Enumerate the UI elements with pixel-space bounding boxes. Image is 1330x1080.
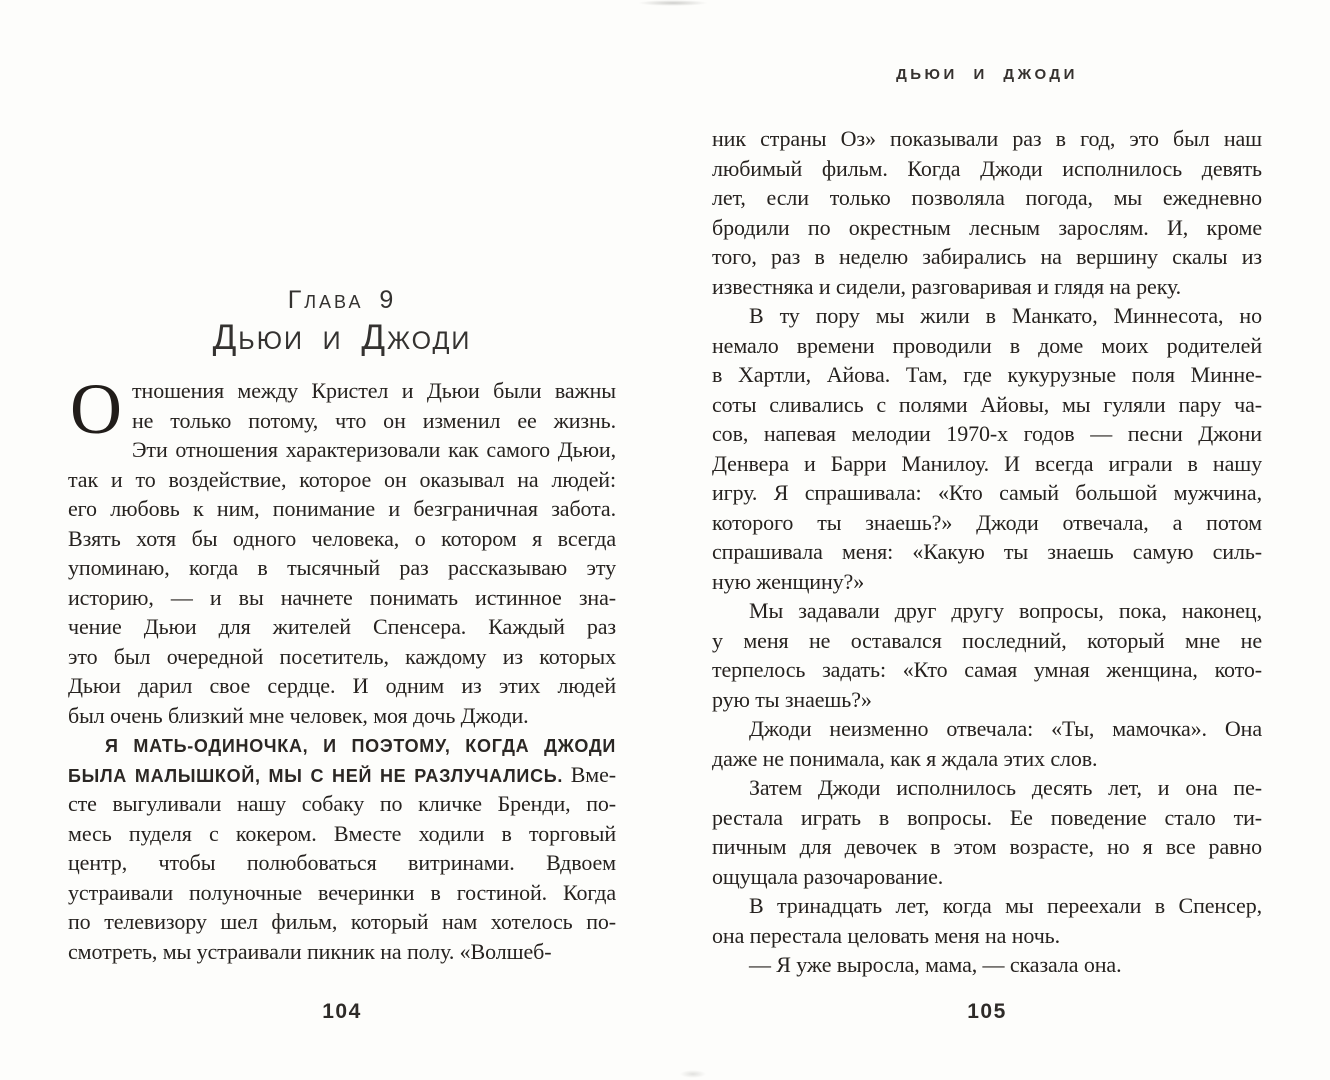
text-line: сов, напевая мелодии 1970-х годов — песни Джони — [712, 421, 1262, 446]
text-line: по телевизору шел фильм, который нам хотелось по- — [68, 909, 616, 934]
running-header: ДЬЮИ И ДЖОДИ — [896, 66, 1078, 83]
text-line: пичным для девочек в этом возрасте, но я все равно — [712, 834, 1262, 859]
text-line: у меня не оставался последний, который мне не — [712, 627, 1262, 653]
paragraph — [68, 730, 616, 966]
paragraph — [712, 891, 1262, 950]
text-line: ник страны Оз» показывали раз в год, это был наш — [712, 126, 1262, 151]
text-line: лет, если только позволяла погода, мы ежедневно — [712, 185, 1262, 210]
text-line: Мы задавали друг другу вопросы, пока, наконец, — [749, 598, 1262, 623]
text-line: известняка и сидели, разговаривая и глядя на реку. — [712, 273, 1182, 299]
left-page-body — [68, 369, 616, 966]
text-line: Джоди неизменно отвечала: «Ты, мамочка». Она — [749, 716, 1262, 741]
page-number-right: 105 — [967, 1000, 1007, 1023]
text-line: соты сливались с полями Айовы, мы гуляли пару ча- — [712, 391, 1262, 417]
scan-artifact-bottom — [680, 1070, 706, 1078]
text-line: даже не понимала, как я ждала этих слов. — [712, 745, 1098, 771]
text-line: смотреть, мы устраивали пикник на полу. «Волшеб- — [68, 938, 552, 964]
text-line: ную женщину?» — [712, 568, 865, 594]
lead-in-caps-text: БЫЛА МАЛЫШКОЙ, МЫ С НЕЙ НЕ РАЗЛУЧАЛИСЬ. — [68, 765, 564, 786]
paragraph — [712, 714, 1262, 773]
paragraph — [712, 124, 1262, 301]
text-line: чение Дьюи для жителей Спенсера. Каждый раз — [68, 614, 616, 639]
text-line: Денвера и Барри Манилоу. И всегда играли в нашу — [712, 450, 1262, 476]
text-line: устраивали полуночные вечеринки в гостиной. Когда — [68, 879, 616, 905]
text-line: Взять хотя бы одного человека, о котором я всегда — [68, 525, 616, 551]
text-line: рестала играть в вопросы. Ее поведение стало ти- — [712, 804, 1262, 830]
paragraph — [712, 773, 1262, 891]
text-line: историю, — и вы начнете понимать истинное зна- — [68, 584, 616, 610]
text-line: Дьюи дарил свое сердце. И одним из этих людей — [68, 673, 616, 698]
text-line: рую ты знаешь?» — [712, 686, 872, 712]
text-line: В тринадцать лет, когда мы переехали в Спенсер, — [749, 893, 1262, 918]
text-line: любимый фильм. Когда Джоди исполнилось девять — [712, 155, 1262, 181]
text-line: немало времени проводили в доме моих родителей — [712, 332, 1262, 358]
paragraph — [712, 950, 1262, 980]
text-line: она перестала целовать меня на ночь. — [712, 922, 1061, 948]
text-line: того, раз в неделю забирались на вершину скалы из — [712, 244, 1262, 269]
text-line: которого ты знаешь?» Джоди отвечала, а потом — [712, 509, 1262, 535]
paragraph — [712, 301, 1262, 596]
text-line: В ту пору мы жили в Манкато, Миннесота, но — [749, 303, 1262, 328]
text-line: это был очередной посетитель, каждому из которых — [68, 643, 616, 669]
text-line: центр, чтобы полюбоваться витринами. Вдвоем — [68, 850, 616, 875]
chapter-title: Дьюи и Джоди — [212, 318, 472, 357]
chapter-number-heading: Глава 9 — [287, 286, 397, 314]
scan-artifact-top — [638, 0, 708, 6]
paragraph — [712, 596, 1262, 714]
right-page-body — [712, 124, 1262, 980]
text-line: тношения между Кристел и Дьюи были важны — [132, 378, 616, 403]
body-text-segment: Вме- — [563, 761, 616, 787]
text-line: терпелось задать: «Кто самая умная женщина, кото- — [712, 657, 1262, 682]
drop-cap: О — [70, 369, 122, 449]
text-line: месь пуделя с кокером. Вместе ходили в торговый — [68, 820, 616, 846]
text-line: ощущала разочарование. — [712, 863, 944, 889]
text-line: упоминаю, когда в тысячный раз рассказываю эту — [68, 555, 616, 580]
text-line: спрашивала меня: «Какую ты знаешь самую силь- — [712, 539, 1262, 564]
text-line: игру. Я спрашивала: «Кто самый большой мужчина, — [712, 480, 1262, 505]
text-line — [68, 760, 616, 790]
text-line: бродили по окрестным лесным зарослям. И, кроме — [712, 214, 1262, 240]
paragraph — [68, 369, 616, 730]
text-line: не только потому, что он изменил ее жизнь. — [132, 407, 616, 433]
text-line: сте выгуливали нашу собаку по кличке Бренди, по- — [68, 791, 616, 816]
text-line — [68, 730, 616, 760]
right-page — [712, 0, 1262, 1080]
text-line: Эти отношения характеризовали как самого Дьюи, — [132, 437, 616, 462]
text-line: так и то воздействие, которое он оказывал на людей: — [68, 466, 616, 492]
text-line: был очень близкий мне человек, моя дочь Джоди. — [68, 702, 529, 728]
text-line: Затем Джоди исполнилось десять лет, и она пе- — [749, 775, 1262, 800]
page-number-left: 104 — [322, 1000, 362, 1023]
lead-in-caps-text: Я МАТЬ-ОДИНОЧКА, И ПОЭТОМУ, КОГДА ДЖОДИ — [105, 736, 616, 756]
left-page — [68, 0, 616, 1080]
text-line: — Я уже выросла, мама, — сказала она. — [749, 952, 1122, 977]
text-line: его любовь к ним, понимание и безграничная забота. — [68, 496, 616, 521]
text-line: в Хартли, Айова. Там, где кукурузные поля Минне- — [712, 362, 1262, 387]
